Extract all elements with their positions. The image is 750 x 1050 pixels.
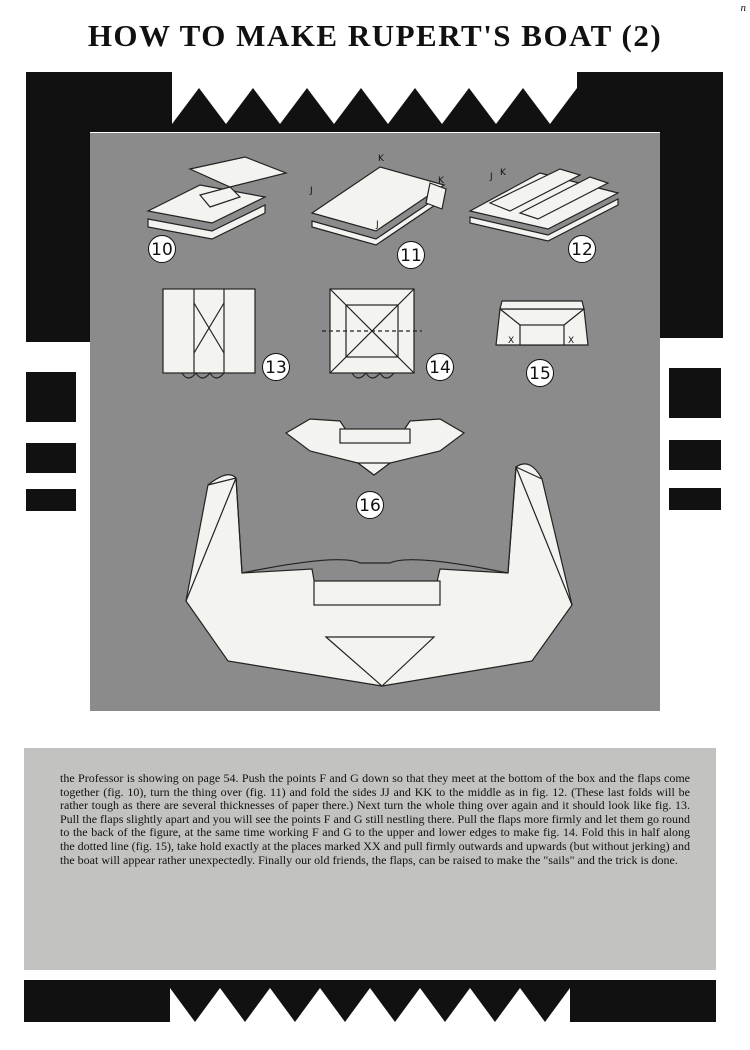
letter-x-left: X	[508, 336, 515, 346]
fig-16-drawing	[286, 419, 464, 475]
instructions-text: the Professor is showing on page 54. Push the points F and G down so that they meet at the bottom of the box and the flaps come together (fig. 10), turn the thing over (fig. 11) and fold the sides JJ and KK to the middle as in fig. 12. (These last folds will be rather tough as there are several thicknesses of paper there.) Next turn the whole thing over again and it should look like fig. 13. Pull the flaps slightly apart and you will see the points F and G still nestling there. Pull the flaps more firmly and let them go round to the back of the figure, at the same time working F and G to the upper and lower edges to make fig. 14. Fold this in half along the dotted line (fig. 15), take hold exactly at the places marked XX and pull firmly outwards and upwards (but without jerking) and the boat will appear rather unexpectedly. Finally our old friends, the flaps, can be raised to make the "sails" and the trick is done.	[60, 771, 690, 867]
fig-label-14: 14	[426, 353, 454, 381]
letter-j-fig12: J	[490, 172, 493, 182]
letter-j-left: J	[310, 186, 313, 196]
fig-13-drawing	[163, 289, 255, 378]
letter-x-right: X	[568, 336, 575, 346]
illustration-panel	[90, 133, 660, 711]
letter-k-top: K	[378, 154, 384, 164]
fig-label-16: 16	[356, 491, 384, 519]
page-number: n	[740, 2, 746, 14]
fig-11-drawing	[312, 167, 446, 245]
fig-label-13: 13	[262, 353, 290, 381]
folding-diagrams	[90, 133, 660, 711]
page-title: HOW TO MAKE RUPERT'S BOAT (2)	[87, 18, 663, 53]
fig-label-12: 12	[568, 235, 596, 263]
letter-j-bottom: J	[376, 220, 379, 230]
letter-k-fig12: K	[500, 168, 506, 178]
fig-label-15: 15	[526, 359, 554, 387]
fig-label-10: 10	[148, 235, 176, 263]
letter-k-right: K	[438, 176, 444, 186]
fig-10-drawing	[148, 157, 286, 239]
fig-label-11: 11	[397, 241, 425, 269]
fig-14-drawing	[322, 289, 422, 378]
